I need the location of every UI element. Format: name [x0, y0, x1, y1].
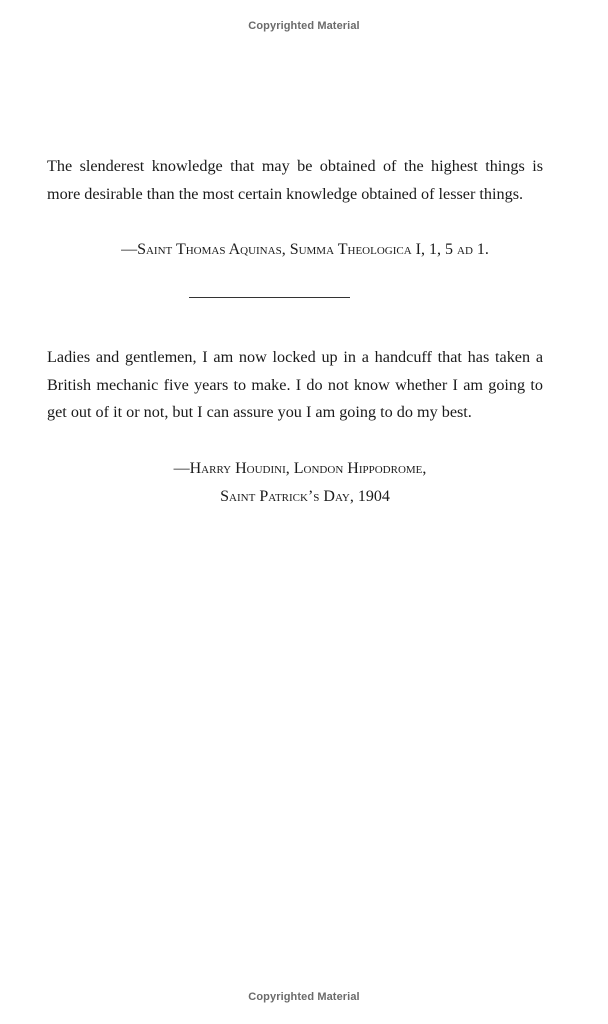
copyright-watermark-bottom: Copyrighted Material	[248, 991, 360, 1003]
epigraph-attribution-aquinas: —Saint Thomas Aquinas, Summa Theologica I, 1, 5 ad 1.	[121, 241, 489, 258]
section-divider	[189, 297, 350, 298]
epigraph-attribution-houdini-line-2: Saint Patrick’s Day, 1904	[220, 488, 390, 505]
epigraph-quote-houdini: Ladies and gentlemen, I am now locked up in a handcuff that has taken a British mechanic five years to make. I do not know whether I am going to get out of it or not, but I can assure you I am going to do my best.	[47, 348, 543, 422]
epigraph-attribution-houdini-line-1: —Harry Houdini, London Hippodrome,	[173, 460, 427, 477]
epigraph-quote-aquinas: The slenderest knowledge that may be obtained of the highest things is more desirable than the most certain knowledge obtained of lesser things.	[47, 157, 543, 203]
copyright-watermark-top: Copyrighted Material	[248, 20, 360, 32]
